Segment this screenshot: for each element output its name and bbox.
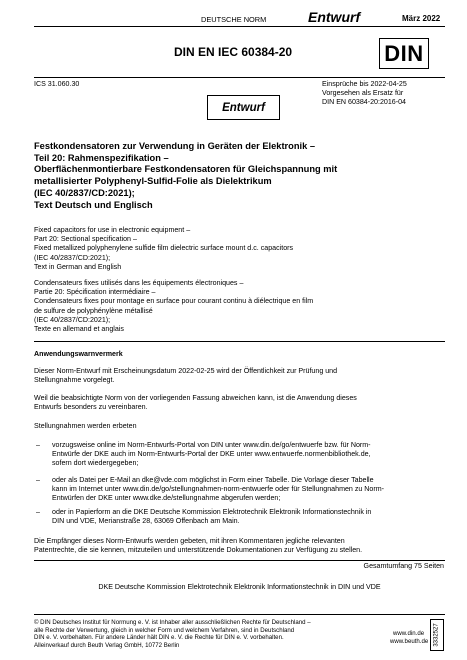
paragraph-line: Weil die beabsichtigte Norm von der vorliegenden Fassung abweichen kann, ist die Anwendung dieses	[34, 394, 357, 402]
bullet-item-online	[52, 441, 444, 469]
bullet-dash: –	[36, 476, 40, 484]
warning-paragraph-2	[34, 394, 454, 412]
din-logo	[379, 38, 429, 69]
document-number: DIN EN IEC 60384-20	[174, 45, 293, 59]
title-english-line: (IEC 40/2837/CD:2021);	[34, 253, 111, 262]
replacement-note-2: DIN EN 60384-20:2016-04	[322, 98, 406, 106]
paragraph-line: Die Empfänger dieses Norm-Entwurfs werden gebeten, mit ihren Kommentaren jegliche relevanten	[34, 537, 345, 545]
date-label: März 2022	[402, 14, 441, 23]
title-german-line: Festkondensatoren zur Verwendung in Geräten der Elektronik –	[34, 141, 316, 151]
paragraph-line: Entwurfs besonders zu vereinbaren.	[34, 403, 148, 412]
bullet-line: Entwürfen der DKE unter www.dke.de/stellungnahme abgerufen werden;	[52, 494, 281, 503]
norm-label: DEUTSCHE NORM	[201, 15, 267, 24]
title-french-line: Condensateurs fixes utilisés dans les équipements électroniques –	[34, 279, 244, 287]
title-french-line: de sulfure de polyphénylène métallisé	[34, 306, 153, 315]
title-english	[34, 226, 454, 272]
warning-paragraph-4	[34, 537, 454, 555]
bullet-line: sofern dort wiedergegeben;	[52, 459, 139, 468]
draft-box	[207, 95, 280, 120]
website-beuth: www.beuth.de	[390, 638, 429, 645]
bullet-item-email	[52, 476, 444, 504]
bullet-line: kann im Internet unter www.din.de/go/stellungnahmen-norm-entwuerfe oder für Stellungnahmen zu Norm-	[52, 485, 385, 494]
draft-box-label: Entwurf	[222, 101, 265, 114]
copyright-line: alle Rechte der Verwertung, gleich in welcher Form und welchem Verfahren, sind in Deutschland	[34, 626, 295, 634]
copyright-line: DIN e. V. vorbehalten. Für andere Länder hält DIN e. V. die Rechte für DIN e. V. vorbehalten.	[34, 634, 284, 642]
title-english-line: Text in German and English	[34, 262, 122, 271]
bullet-line: DIN und VDE, Merianstraße 28, 63069 Offenbach am Main.	[52, 517, 240, 526]
bullet-dash: –	[36, 441, 40, 449]
title-german-line: (IEC 40/2837/CD:2021);	[34, 187, 135, 198]
replacement-note-1: Vorgesehen als Ersatz für	[322, 89, 404, 97]
title-french-line: Texte en allemand et anglais	[34, 325, 124, 334]
din-logo-text: DIN	[384, 40, 424, 66]
draft-label: Entwurf	[308, 9, 361, 25]
order-number	[430, 619, 444, 651]
bullet-item-paper	[52, 508, 444, 526]
warning-paragraph-3: Stellungnahmen werden erbeten	[34, 422, 137, 430]
copyright-line: Alleinverkauf durch Beuth Verlag GmbH, 10772 Berlin	[34, 641, 180, 649]
title-english-line: Part 20: Sectional specification –	[34, 235, 137, 244]
warning-top-divider	[34, 341, 445, 342]
title-german	[34, 141, 454, 211]
title-english-line: Fixed capacitors for use in electronic equipment –	[34, 226, 191, 234]
title-german-line: Teil 20: Rahmenspezifikation –	[34, 152, 169, 163]
title-french-line: Condensateurs fixes pour montage en surface pour courant continu à diélectrique en film	[34, 297, 314, 306]
page-count: Gesamtumfang 75 Seiten	[363, 562, 444, 570]
title-french	[34, 279, 454, 334]
order-number-text: 3332527	[434, 623, 441, 647]
title-english-line: Fixed metallized polyphenylene sulfide film dielectric surface mount d.c. capacitors	[34, 244, 294, 253]
title-french-line: Partie 20: Spécification intermédiaire –	[34, 288, 156, 297]
bullet-line: oder als Datei per E-Mail an dke@vde.com möglichst in Form einer Tabelle. Die Vorlage dieser Tabelle	[52, 476, 374, 484]
committee-name: DKE Deutsche Kommission Elektrotechnik Elektronik Informationstechnik in DIN und VDE	[98, 583, 381, 591]
footer-divider	[34, 614, 445, 615]
paragraph-line: Stellungnahme vorgelegt.	[34, 376, 115, 385]
bullet-line: oder in Papierform an die DKE Deutsche Kommission Elektrotechnik Elektronik Informationstechnik in	[52, 508, 372, 516]
title-german-line: metallisierter Polyphenyl-Sulfid-Folie als Dielektrikum	[34, 176, 272, 187]
paragraph-line: Dieser Norm-Entwurf mit Erscheinungsdatum 2022-02-25 wird der Öffentlichkeit zur Prüfung und	[34, 367, 338, 375]
copyright-line: © DIN Deutsches Institut für Normung e. V. ist Inhaber aller ausschließlichen Rechte für Deutschland –	[34, 619, 311, 626]
website-din: www.din.de	[393, 630, 425, 637]
warning-heading: Anwendungswarnvermerk	[34, 350, 123, 358]
bullet-line: vorzugsweise online im Norm-Entwurfs-Portal von DIN unter www.din.de/go/entwuerfe bzw. für Norm-	[52, 441, 371, 449]
bullet-line: Entwürfe der DKE auch im Norm-Entwurfs-Portal der DKE unter www.entwuerfe.normenbibliothek.de,	[52, 450, 371, 459]
warning-paragraph-1	[34, 367, 454, 385]
header-divider	[34, 26, 445, 27]
objections-deadline: Einsprüche bis 2022-04-25	[322, 80, 407, 88]
title-french-line: (IEC 40/2837/CD:2021);	[34, 315, 111, 324]
number-divider	[34, 77, 445, 78]
copyright-notice	[34, 619, 364, 649]
title-german-line: Text Deutsch und Englisch	[34, 199, 153, 210]
ics-code: ICS 31.060.30	[34, 80, 80, 88]
bullet-dash: –	[36, 508, 40, 516]
paragraph-line: Patentrechte, die sie kennen, mitzuteilen und unterstützende Dokumentationen zur Verfügung zu stellen.	[34, 546, 363, 555]
warning-bottom-divider	[34, 560, 445, 561]
title-german-line: Oberflächenmontierbare Festkondensatoren für Gleichspannung mit	[34, 164, 338, 175]
